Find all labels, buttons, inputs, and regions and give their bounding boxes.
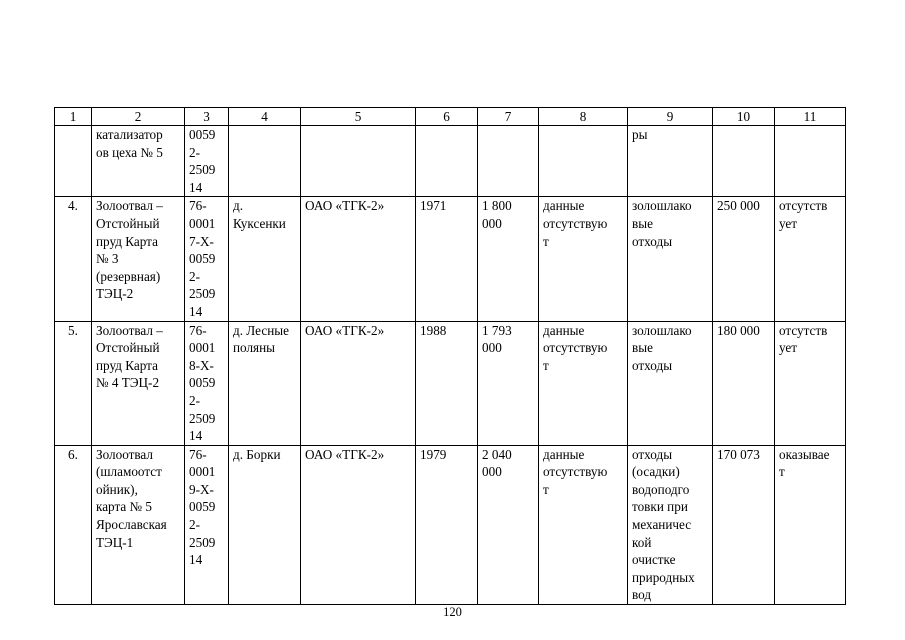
table-cell <box>539 126 628 197</box>
table-cell: данные отсутствую т <box>539 321 628 445</box>
table-cell: 1 793 000 <box>478 321 539 445</box>
table-cell <box>478 126 539 197</box>
table-cell: ОАО «ТГК-2» <box>301 197 416 321</box>
table-body <box>55 108 846 605</box>
row-number-cell <box>55 126 92 197</box>
header-cell: 4 <box>229 108 301 126</box>
table-row <box>55 126 846 197</box>
header-cell: 1 <box>55 108 92 126</box>
table-cell: данные отсутствую т <box>539 445 628 604</box>
header-cell: 3 <box>185 108 229 126</box>
table-cell: 250 000 <box>713 197 775 321</box>
table-cell: 1979 <box>416 445 478 604</box>
table-cell: 170 073 <box>713 445 775 604</box>
table-cell: золошлако вые отходы <box>628 197 713 321</box>
table-cell: ры <box>628 126 713 197</box>
table-cell <box>416 126 478 197</box>
table-cell: данные отсутствую т <box>539 197 628 321</box>
header-cell: 6 <box>416 108 478 126</box>
header-cell: 11 <box>775 108 846 126</box>
row-number-cell: 5. <box>55 321 92 445</box>
table-cell: д. Борки <box>229 445 301 604</box>
header-cell: 9 <box>628 108 713 126</box>
header-row <box>55 108 846 126</box>
table-cell: д. Куксенки <box>229 197 301 321</box>
table-cell: Золоотвал (шламоотст ойник), карта № 5 Ярославская ТЭЦ-1 <box>92 445 185 604</box>
data-table <box>54 107 846 605</box>
table-cell: катализатор ов цеха № 5 <box>92 126 185 197</box>
table-cell: 1988 <box>416 321 478 445</box>
table-cell <box>229 126 301 197</box>
table-cell: ОАО «ТГК-2» <box>301 445 416 604</box>
table-cell <box>713 126 775 197</box>
header-cell: 2 <box>92 108 185 126</box>
table-cell: 0059 2- 2509 14 <box>185 126 229 197</box>
table-cell: отходы (осадки) водоподго товки при механичес кой очистке природных вод <box>628 445 713 604</box>
table-cell: 76- 0001 7-Х- 0059 2- 2509 14 <box>185 197 229 321</box>
table-row <box>55 321 846 445</box>
table-cell: отсутств ует <box>775 197 846 321</box>
header-cell: 7 <box>478 108 539 126</box>
table-cell: 1971 <box>416 197 478 321</box>
table-cell: отсутств ует <box>775 321 846 445</box>
table-row <box>55 445 846 604</box>
row-number-cell: 6. <box>55 445 92 604</box>
table-cell: Золоотвал – Отстойный пруд Карта № 3 (резервная) ТЭЦ-2 <box>92 197 185 321</box>
table-cell: 2 040 000 <box>478 445 539 604</box>
header-cell: 10 <box>713 108 775 126</box>
table-row <box>55 197 846 321</box>
header-cell: 8 <box>539 108 628 126</box>
table-cell: ОАО «ТГК-2» <box>301 321 416 445</box>
table-cell <box>775 126 846 197</box>
table-cell: 76- 0001 8-Х- 0059 2- 2509 14 <box>185 321 229 445</box>
header-cell: 5 <box>301 108 416 126</box>
table-cell: золошлако вые отходы <box>628 321 713 445</box>
table-cell: д. Лесные поляны <box>229 321 301 445</box>
table-cell: 180 000 <box>713 321 775 445</box>
table-cell: Золоотвал – Отстойный пруд Карта № 4 ТЭЦ-2 <box>92 321 185 445</box>
table-cell: 1 800 000 <box>478 197 539 321</box>
page-number: 120 <box>443 605 462 619</box>
table-cell: оказывае т <box>775 445 846 604</box>
table-cell: 76- 0001 9-Х- 0059 2- 2509 14 <box>185 445 229 604</box>
row-number-cell: 4. <box>55 197 92 321</box>
table-cell <box>301 126 416 197</box>
